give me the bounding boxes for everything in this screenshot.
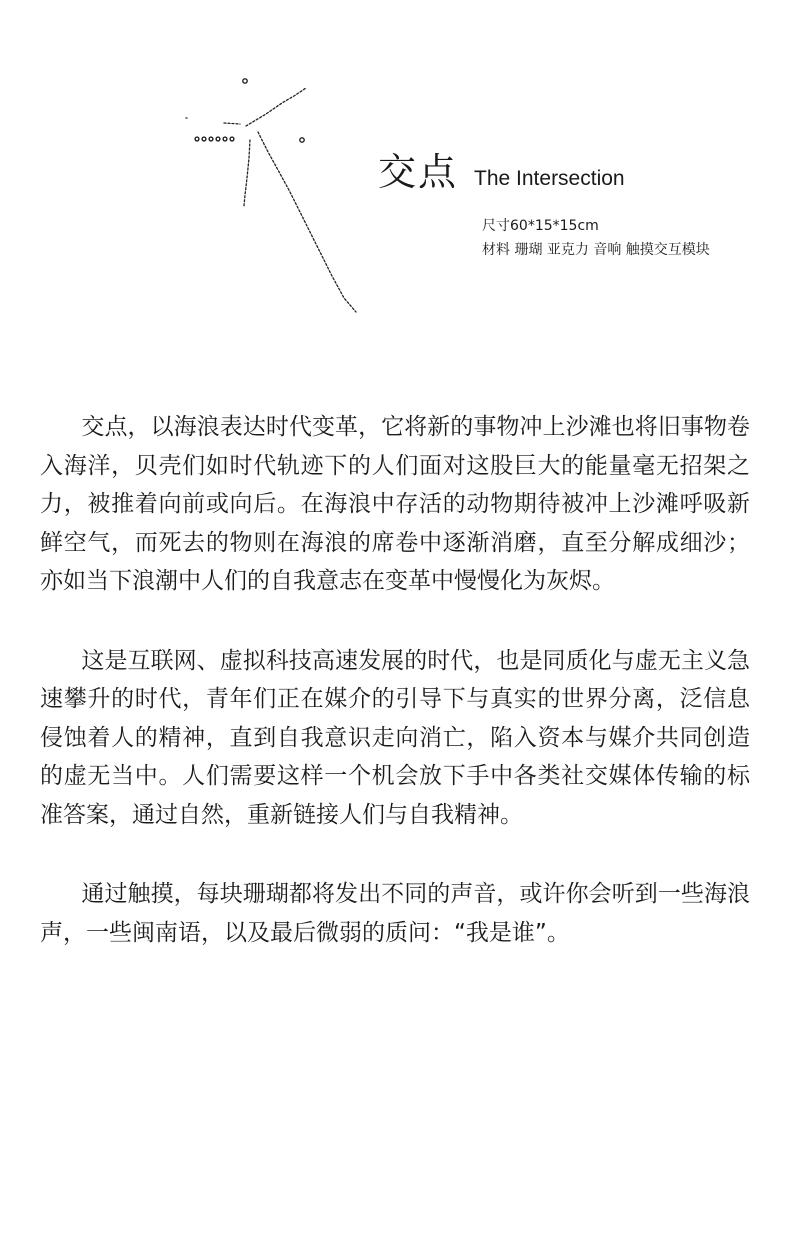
intersection-sketch-illustration bbox=[170, 70, 370, 320]
materials-line: 材料 珊瑚 亚克力 音响 触摸交互模块 bbox=[482, 242, 710, 258]
paragraph-1: 交点，以海浪表达时代变革，它将新的事物冲上沙滩也将旧事物卷入海洋，贝壳们如时代轨迹下的人们面对这股巨大的能量毫无招架之力，被推着向前或向后。在海浪中存活的动物期待被冲上沙滩呼吸新鲜空气，而死去的物则在海浪的席卷中逐渐消磨，直至分解成细沙；亦如当下浪潮中人们的自我意志在变革中慢慢化为灰烬。 bbox=[40, 414, 750, 594]
title-chinese: 交点 bbox=[378, 150, 459, 194]
title-english: The Intersection bbox=[474, 167, 625, 190]
title-block bbox=[378, 148, 778, 262]
description-text bbox=[40, 408, 750, 993]
size-line: 尺寸60*15*15cm bbox=[482, 218, 599, 234]
paragraph-2: 这是互联网、虚拟科技高速发展的时代，也是同质化与虚无主义急速攀升的时代，青年们正在媒介的引导下与真实的世界分离，泛信息侵蚀着人的精神，直到自我意识走向消亡，陷入资本与媒介共同创造的虚无当中。人们需要这样一个机会放下手中各类社交媒体传输的标准答案，通过自然，重新链接人们与自我精神。 bbox=[40, 647, 750, 828]
title-row bbox=[378, 148, 778, 196]
small-circle-top bbox=[243, 79, 247, 83]
specs bbox=[482, 214, 778, 262]
paragraph-3: 通过触摸，每块珊瑚都将发出不同的声音，或许你会听到一些海浪声，一些闽南语，以及最后微弱的质问：“我是谁”。 bbox=[40, 881, 750, 946]
